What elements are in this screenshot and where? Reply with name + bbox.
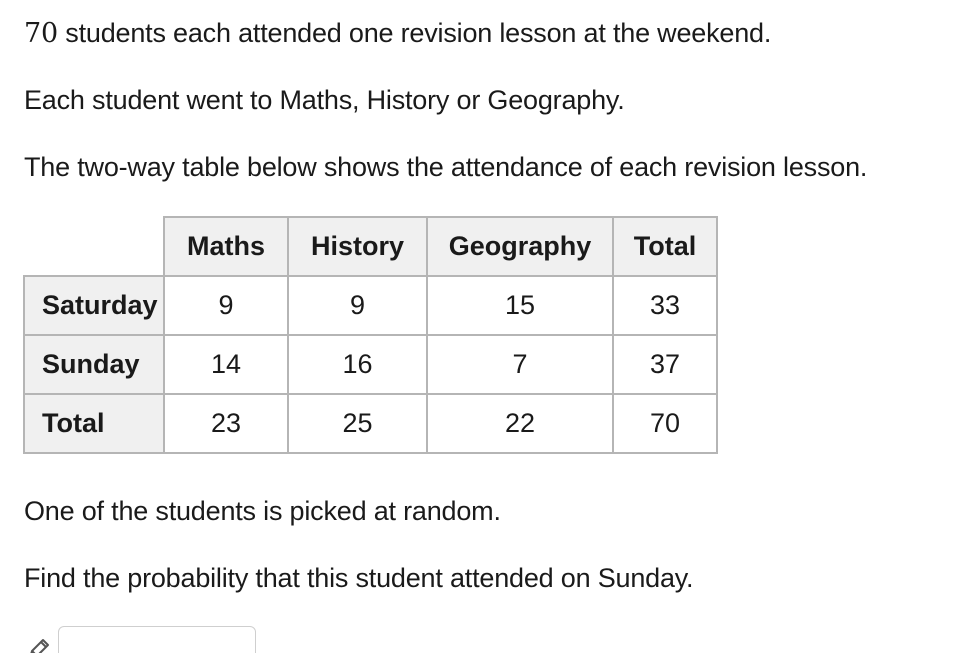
column-header-history: History [288,217,427,276]
table-cell: 33 [613,276,717,335]
table-cell: 7 [427,335,613,394]
table-cell: 23 [164,394,288,453]
two-way-table [23,216,718,454]
table-cell: 25 [288,394,427,453]
table-row-total [24,394,717,453]
answer-input[interactable] [58,626,256,653]
column-header-geography: Geography [427,217,613,276]
row-header-sunday: Sunday [24,335,164,394]
table-cell: 22 [427,394,613,453]
table-corner-cell [24,217,164,276]
column-header-total: Total [613,217,717,276]
table-row-sunday [24,335,717,394]
table-row-saturday [24,276,717,335]
pencil-icon [26,636,52,653]
question-table-description: The two-way table below shows the attendance of each revision lesson. [24,152,868,182]
table-header-row [24,217,717,276]
intro-text: students each attended one revision lesson at the weekend. [57,18,772,48]
table-cell: 9 [164,276,288,335]
question-subjects: Each student went to Maths, History or Geography. [24,85,625,115]
question-prompt: Find the probability that this student attended on Sunday. [24,563,694,593]
table-cell: 70 [613,394,717,453]
row-header-saturday: Saturday [24,276,164,335]
row-header-total: Total [24,394,164,453]
column-header-maths: Maths [164,217,288,276]
question-intro [24,20,771,47]
question-random-pick: One of the students is picked at random. [24,496,501,526]
table-cell: 16 [288,335,427,394]
table-cell: 37 [613,335,717,394]
table-cell: 9 [288,276,427,335]
table-cell: 14 [164,335,288,394]
student-count: 70 [24,18,58,49]
table-cell: 15 [427,276,613,335]
